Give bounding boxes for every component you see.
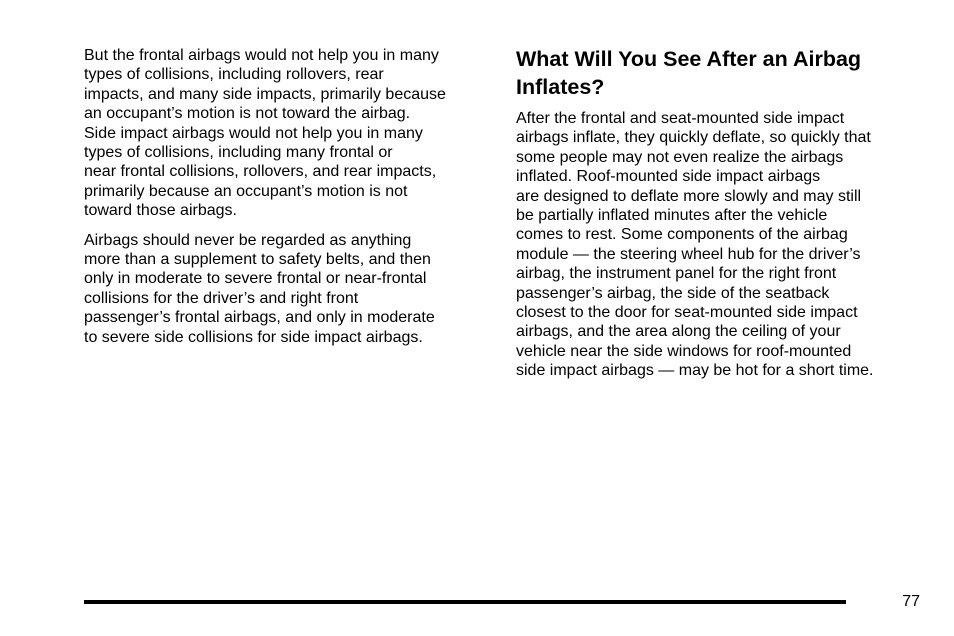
body-paragraph: After the frontal and seat-mounted side impact airbags inflate, they quickly deflate, so quickly that some people may not even realize the airbags inflated. Roof-mounted side impact airbags are designed to deflate more slowly and may still be partially inflated minutes after the vehicle comes to rest. Some components of the airbag module — the steering wheel hub for the driver’s airbag, the instrument panel for the right front passenger’s airbag, the side of the seatback closest to the door for seat-mounted side impact airbags, and the area along the ceiling of your vehicle near the side windows for roof-mounted side impact airbags — may be hot for a short time. <box>516 110 874 380</box>
body-paragraph: Airbags should never be regarded as anything more than a supplement to safety belts, and then only in moderate to severe frontal or near-frontal collisions for the driver’s and right front passenger’s frontal airbags, and only in moderate to severe side collisions for side impact airbags. <box>84 231 435 346</box>
body-paragraph: But the frontal airbags would not help you in many types of collisions, including rollovers, rear impacts, and many side impacts, primarily because an occupant’s motion is not toward the airbag. Side impact airbags would not help you in many types of collisions, including many frontal or near frontal collisions, rollovers, and rear impacts, primarily because an occupant’s motion is not toward those airbags. <box>84 47 446 220</box>
section-heading: What Will You See After an Airbag Inflates? <box>516 47 862 99</box>
right-column <box>516 46 926 391</box>
footer-rule <box>84 600 846 604</box>
page-number: 77 <box>902 593 920 610</box>
left-column <box>84 46 494 357</box>
